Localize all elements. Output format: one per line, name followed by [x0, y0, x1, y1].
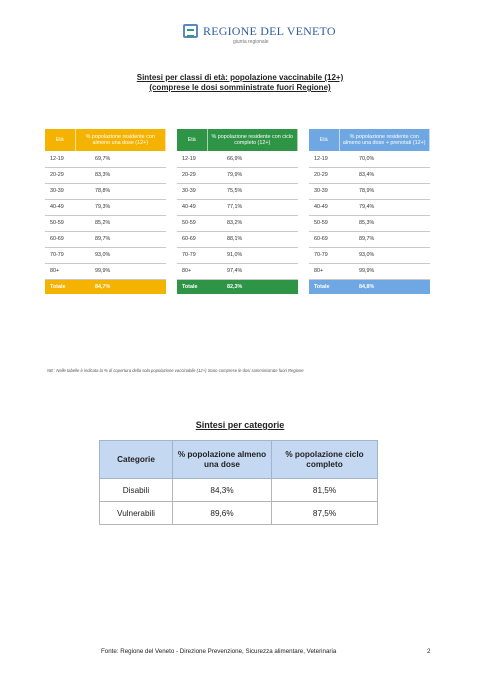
- full-cycle-cell: 81,5%: [272, 479, 378, 502]
- table-row: [177, 231, 298, 247]
- value-cell: 70,0%: [339, 151, 430, 167]
- age-cell: 12-19: [45, 151, 75, 167]
- value-cell: 83,4%: [339, 167, 430, 183]
- value-cell: 93,0%: [339, 247, 430, 263]
- source-footer: Fonte: Regione del Veneto - Direzione Prevenzione, Sicurezza alimentare, Veterinaria: [101, 648, 337, 655]
- total-row: [177, 279, 298, 294]
- category-cell: Vulnerabili: [100, 502, 173, 525]
- age-cell: 70-79: [177, 247, 207, 263]
- value-cell: 83,2%: [207, 215, 298, 231]
- value-cell: 78,8%: [75, 183, 166, 199]
- table-row: [309, 263, 430, 279]
- full-cycle-cell: 87,5%: [272, 502, 378, 525]
- value-cell: 78,9%: [339, 183, 430, 199]
- age-cell: 40-49: [177, 199, 207, 215]
- table-row: [309, 247, 430, 263]
- categories-title: Sintesi per categorie: [195, 420, 285, 430]
- age-cell: 60-69: [45, 231, 75, 247]
- age-cell: 40-49: [309, 199, 339, 215]
- age-cell: 40-49: [45, 199, 75, 215]
- table-full-cycle: [177, 129, 298, 294]
- age-cell: 30-39: [177, 183, 207, 199]
- value-cell: 69,7%: [75, 151, 166, 167]
- age-cell: 80+: [177, 263, 207, 279]
- age-header: Età: [45, 129, 75, 151]
- table-row: [177, 263, 298, 279]
- table-row: [100, 479, 378, 502]
- total-label: Totale: [177, 279, 207, 294]
- age-cell: 20-29: [45, 167, 75, 183]
- age-cell: 50-59: [309, 215, 339, 231]
- full-cycle-header: % popolazione ciclo completo: [272, 441, 378, 479]
- age-cell: 50-59: [177, 215, 207, 231]
- page-number: 2: [427, 648, 431, 655]
- logo-name: REGIONE DEL VENETO: [203, 24, 336, 38]
- table-row: [309, 151, 430, 167]
- total-label: Totale: [309, 279, 339, 294]
- value-cell: 85,2%: [75, 215, 166, 231]
- table-row: [45, 263, 166, 279]
- table-row: [177, 183, 298, 199]
- table-row: [45, 183, 166, 199]
- value-header: % popolazione residente con ciclo completo (12+): [207, 129, 298, 151]
- first-dose-header: % popolazione almeno una dose: [173, 441, 272, 479]
- value-cell: 93,0%: [75, 247, 166, 263]
- table-row: [177, 199, 298, 215]
- table-row: [309, 231, 430, 247]
- age-cell: 80+: [309, 263, 339, 279]
- age-header: Età: [309, 129, 339, 151]
- value-cell: 77,1%: [207, 199, 298, 215]
- value-cell: 91,0%: [207, 247, 298, 263]
- value-header: % popolazione residente con almeno una dose (12+): [75, 129, 166, 151]
- footnote: NB : Nelle tabelle è indicata la % di copertura della sola popolazione vaccinabile (12+) Sono comprese le dosi somministrate fuori Regione: [47, 368, 304, 373]
- value-cell: 88,1%: [207, 231, 298, 247]
- value-cell: 97,4%: [207, 263, 298, 279]
- page-title-line2: (comprese le dosi somministrate fuori Regione): [149, 83, 331, 92]
- value-cell: 66,9%: [207, 151, 298, 167]
- age-cell: 50-59: [45, 215, 75, 231]
- value-cell: 89,7%: [75, 231, 166, 247]
- table-row: [309, 215, 430, 231]
- age-cell: 80+: [45, 263, 75, 279]
- table-row: [100, 502, 378, 525]
- value-cell: 79,4%: [339, 199, 430, 215]
- total-label: Totale: [45, 279, 75, 294]
- table-row: [45, 231, 166, 247]
- table-row: [309, 167, 430, 183]
- table-row: [45, 167, 166, 183]
- age-cell: 70-79: [45, 247, 75, 263]
- value-cell: 79,3%: [75, 199, 166, 215]
- logo-subtitle: giunta regionale: [233, 39, 269, 45]
- table-first-dose-booked: [309, 129, 430, 294]
- table-row: [177, 167, 298, 183]
- age-cell: 30-39: [45, 183, 75, 199]
- total-value: 84,7%: [75, 279, 166, 294]
- first-dose-cell: 84,3%: [173, 479, 272, 502]
- table-row: [177, 247, 298, 263]
- category-cell: Disabili: [100, 479, 173, 502]
- first-dose-cell: 89,6%: [173, 502, 272, 525]
- table-row: [45, 247, 166, 263]
- value-cell: 83,3%: [75, 167, 166, 183]
- age-cell: 60-69: [309, 231, 339, 247]
- table-row: [45, 215, 166, 231]
- value-cell: 79,9%: [207, 167, 298, 183]
- age-cell: 20-29: [309, 167, 339, 183]
- value-cell: 99,9%: [339, 263, 430, 279]
- table-row: [177, 151, 298, 167]
- total-row: [45, 279, 166, 294]
- value-cell: 99,9%: [75, 263, 166, 279]
- value-header: % popolazione residente con almeno una dose + prenotati (12+): [339, 129, 430, 151]
- total-value: 82,3%: [207, 279, 298, 294]
- age-cell: 12-19: [177, 151, 207, 167]
- age-cell: 12-19: [309, 151, 339, 167]
- value-cell: 85,3%: [339, 215, 430, 231]
- age-cell: 20-29: [177, 167, 207, 183]
- regione-veneto-logo: [183, 22, 336, 48]
- categories-table: [99, 440, 378, 525]
- age-header: Età: [177, 129, 207, 151]
- total-row: [309, 279, 430, 294]
- page-title-line1: Sintesi per classi di età: popolazione vaccinabile (12+): [136, 73, 344, 82]
- table-first-dose: [45, 129, 166, 294]
- age-cell: 30-39: [309, 183, 339, 199]
- age-cell: 60-69: [177, 231, 207, 247]
- total-value: 84,8%: [339, 279, 430, 294]
- category-header: Categorie: [100, 441, 173, 479]
- table-row: [45, 199, 166, 215]
- value-cell: 89,7%: [339, 231, 430, 247]
- page-title: [0, 73, 480, 93]
- regione-emblem-icon: [183, 24, 198, 38]
- table-row: [45, 151, 166, 167]
- value-cell: 75,5%: [207, 183, 298, 199]
- age-cell: 70-79: [309, 247, 339, 263]
- table-row: [177, 215, 298, 231]
- table-row: [309, 183, 430, 199]
- table-row: [309, 199, 430, 215]
